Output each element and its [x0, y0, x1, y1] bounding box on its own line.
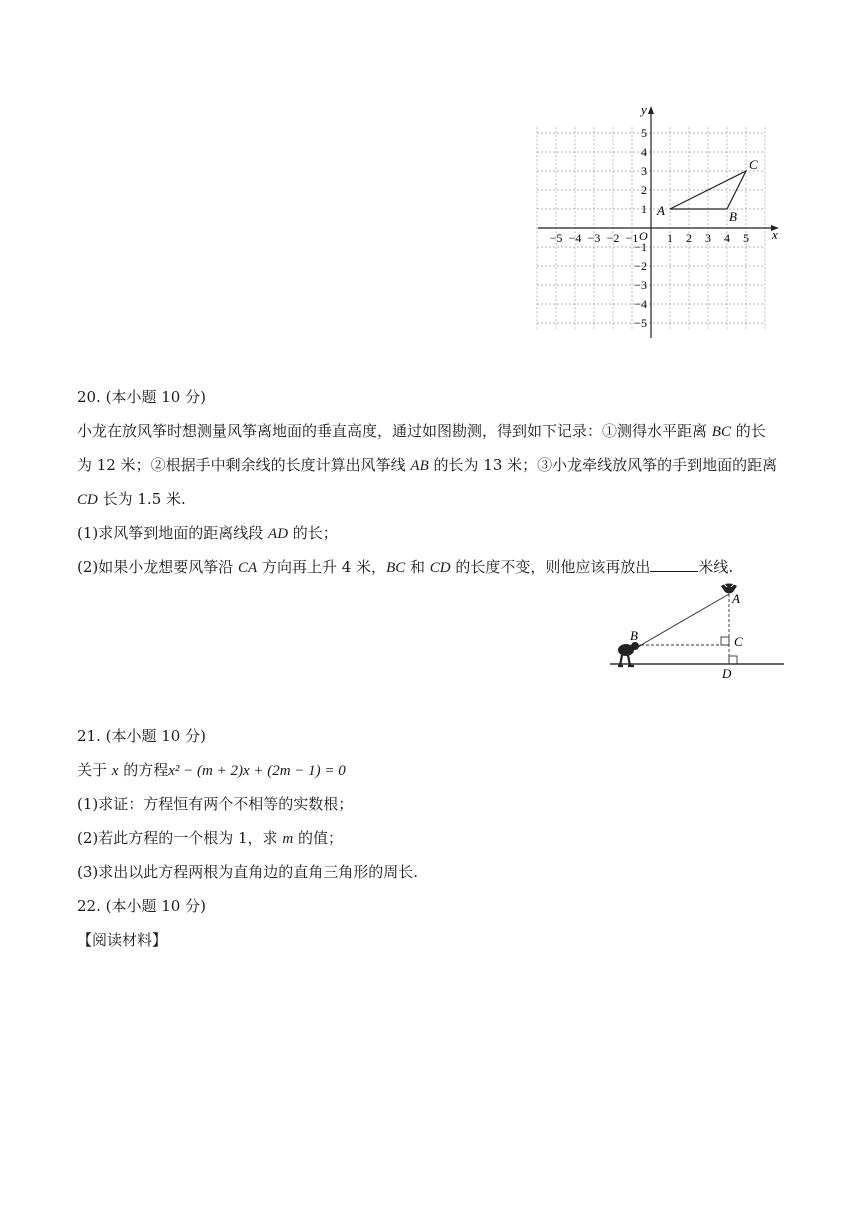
x-axis-label: x — [772, 227, 778, 242]
x-tick-label: −4 — [568, 231, 582, 245]
point-label-a: A — [657, 203, 665, 218]
q20-text: 和 — [405, 558, 430, 576]
point-label-b: B — [630, 628, 638, 643]
q21-text: (2)若此方程的一个根为 1，求 — [77, 829, 283, 847]
x-tick-label: 4 — [724, 231, 730, 245]
q20-text: 为 12 米；②根据手中剩余线的长度计算出风筝线 — [77, 456, 411, 474]
q20-body-line-2 — [77, 454, 777, 477]
answer-blank[interactable] — [650, 557, 698, 572]
q20-text: 的长为 13 米；③小龙牵线放风筝的手到地面的距离 — [428, 456, 778, 474]
q22-reading-title: 【阅读材料】 — [77, 931, 168, 949]
boy-icon — [618, 642, 641, 666]
q20-text: (1)求风筝到地面的距离线段 — [77, 524, 269, 542]
x-tick-label: 5 — [743, 231, 749, 245]
q20-text: (2)如果小龙想要风筝沿 — [77, 558, 239, 576]
q20-var-bc: BC — [386, 560, 406, 576]
q21-stem — [77, 759, 346, 782]
coordinate-grid-figure — [535, 100, 785, 345]
q21-text: 的值； — [293, 829, 343, 847]
q21-var-x: x — [111, 763, 119, 779]
q20-var-ab: AB — [410, 458, 429, 474]
y-tick-label: 4 — [641, 145, 647, 159]
y-tick-label: 2 — [641, 183, 647, 197]
q20-text: 的长度不变，则他应该再放出 — [450, 558, 651, 576]
q20-header: 20. (本小题 10 分) — [77, 388, 206, 406]
kite-string-ab — [641, 594, 729, 645]
y-tick-label: −4 — [634, 297, 647, 311]
q20-text: 方向再上升 4 米， — [257, 558, 387, 576]
x-tick-label: −5 — [549, 231, 563, 245]
q20-text: 长为 1.5 米. — [97, 490, 186, 508]
q22-header: 22. (本小题 10 分) — [77, 897, 206, 915]
x-tick-label: 3 — [705, 231, 711, 245]
y-tick-label: −2 — [634, 259, 647, 273]
q20-body-line-1 — [77, 420, 766, 443]
q20-var-ad: AD — [268, 526, 289, 542]
q20-text: 的长 — [730, 422, 766, 440]
q21-part-1: (1)求证：方程恒有两个不相等的实数根； — [77, 795, 354, 813]
q20-var-bc: BC — [711, 424, 731, 440]
y-tick-label: −3 — [634, 278, 647, 292]
y-axis-label: y — [641, 102, 647, 117]
y-axis-arrow-icon — [648, 106, 654, 114]
q20-part-2 — [77, 556, 733, 579]
q21-var-m: m — [282, 831, 294, 847]
q21-header: 21. (本小题 10 分) — [77, 727, 206, 745]
x-tick-label: −3 — [587, 231, 601, 245]
right-angle-c-icon — [721, 637, 729, 645]
q20-text: 小龙在放风筝时想测量风筝离地面的垂直高度，通过如图勘测，得到如下记录：①测得水平距离 — [77, 422, 712, 440]
q21-part-3: (3)求出以此方程两根为直角边的直角三角形的周长. — [77, 863, 419, 881]
q20-var-cd: CD — [429, 560, 451, 576]
x-tick-label: 1 — [667, 231, 673, 245]
q21-equation: x² − (m + 2)x + (2m − 1) = 0 — [168, 763, 346, 779]
y-tick-label: 1 — [641, 202, 647, 216]
x-tick-label: −2 — [606, 231, 620, 245]
right-angle-d-icon — [729, 656, 737, 664]
point-label-c: C — [734, 634, 743, 649]
q20-part-1 — [77, 522, 338, 545]
q20-var-cd: CD — [77, 492, 98, 508]
q20-body-line-3 — [77, 488, 186, 511]
q21-part-2 — [77, 827, 343, 850]
origin-label: O — [639, 229, 648, 243]
q20-var-ca: CA — [238, 560, 258, 576]
q20-text: 的长； — [288, 524, 338, 542]
y-tick-label: −1 — [634, 240, 647, 254]
x-tick-label: 2 — [686, 231, 692, 245]
q20-text: 米线. — [698, 558, 734, 576]
x-tick-label: −1 — [625, 231, 639, 245]
point-label-d: D — [722, 666, 732, 680]
point-label-a: A — [732, 591, 740, 606]
y-tick-label: 5 — [641, 126, 647, 140]
point-label-b: B — [729, 209, 737, 224]
point-label-c: C — [749, 157, 758, 172]
y-tick-label: −5 — [634, 316, 647, 330]
q21-text: 关于 — [77, 761, 112, 779]
y-tick-label: 3 — [641, 164, 647, 178]
q21-text: 的方程 — [118, 761, 169, 779]
kite-figure — [608, 580, 788, 680]
